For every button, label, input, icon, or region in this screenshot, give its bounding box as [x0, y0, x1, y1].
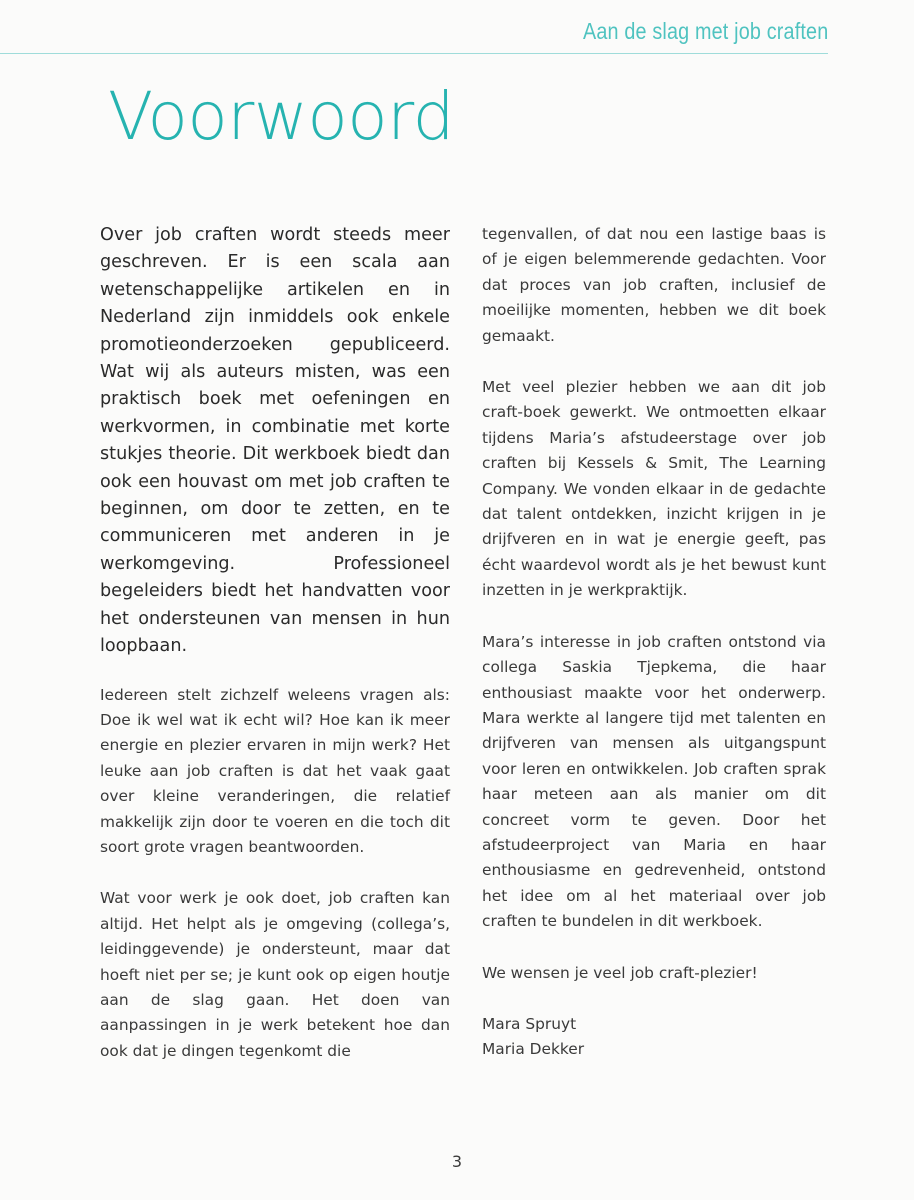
closing-wish: We wensen je veel job craft-plezier! [482, 963, 758, 982]
right-column [482, 222, 826, 1063]
header-rule [0, 53, 828, 54]
author-signature: Mara Spruyt [482, 1014, 577, 1033]
running-header: Aan de slag met job craften [582, 18, 828, 44]
body-paragraph: tegenvallen, of dat nou een lastige baas is of je eigen belemmerende gedachten. Voor dat proces van job craften, inclusief de moeilijke momenten, hebben we dit boek gemaakt. [482, 225, 826, 345]
body-paragraph: Met veel plezier hebben we aan dit job craft-boek gewerkt. We ontmoetten elkaar tijdens Maria’s afstudeerstage over job craften bij Kessels & Smit, The Learning Company. We vonden elkaar in de gedachte dat talent ontdekken, inzicht krijgen in je drijfveren en in wat je energie geeft, pas écht waardevol wordt als je het bewust kunt inzetten in je werkpraktijk. [482, 378, 826, 600]
body-paragraph: Mara’s interesse in job craften ontstond via collega Saskia Tjepkema, die haar enthousiast maakte voor het onderwerp. Mara werkte al langere tijd met talenten en drijfveren van mensen als uitgangspunt voor leren en ontwikkelen. Job craften sprak haar meteen aan als manier om dit concreet vorm te geven. Door het afstudeerproject van Maria en haar enthousiasme en gedrevenheid, ontstond het idee om al het materiaal over job craften te bundelen in dit werkboek. [482, 632, 826, 931]
body-paragraph: Iedereen stelt zichzelf weleens vragen als: Doe ik wel wat ik echt wil? Hoe kan ik meer energie en plezier ervaren in mijn werk? Het leuke aan job craften is dat het vaak gaat over kleine veranderingen, die relatief makkelijk zijn door te voeren en die toch dit soort grote vragen beantwoorden. [100, 685, 450, 856]
body-paragraph: Wat voor werk je ook doet, job craften kan altijd. Het helpt als je omgeving (collega’s, leidinggevende) je ondersteunt, maar dat hoeft niet per se; je kunt ook op eigen houtje aan de slag gaan. Het doen van aanpassingen in je werk betekent hoe dan ook dat je dingen tegenkomt die [100, 889, 450, 1060]
intro-paragraph: Over job craften wordt steeds meer geschreven. Er is een scala aan wetenschappelijke artikelen en in Nederland zijn inmiddels ook enkele promotieonderzoeken gepubliceerd. Wat wij als auteurs misten, was een praktisch boek met oefeningen en werkvormen, in combinatie met korte stukjes theorie. Dit werkboek biedt dan ook een houvast om met job craften te beginnen, om door te zetten, en te communiceren met anderen in je werkomgeving. Professioneel begeleiders biedt het handvatten voor het ondersteunen van mensen in hun loopbaan. [100, 225, 450, 657]
page-number: 3 [451, 1152, 463, 1171]
left-column [100, 222, 450, 1090]
page-title: Voorwoord [108, 78, 455, 155]
author-signature: Maria Dekker [482, 1040, 585, 1059]
